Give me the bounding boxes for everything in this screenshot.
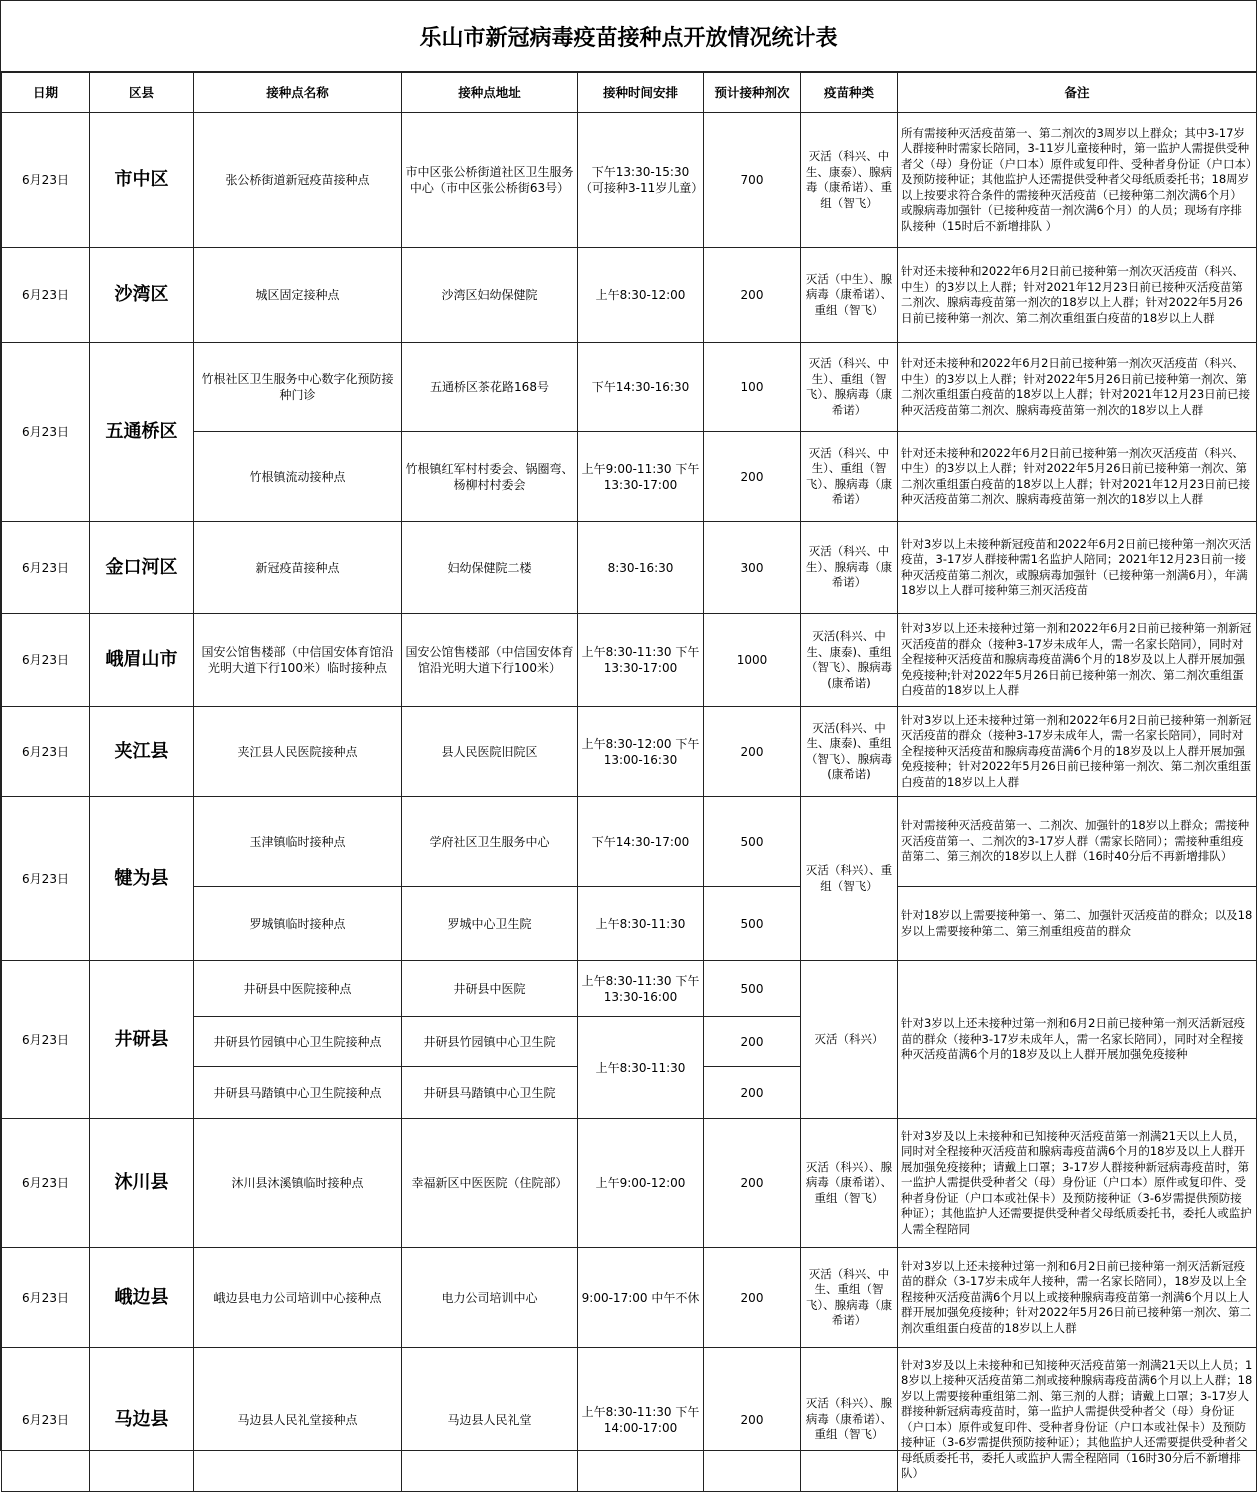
- county-cell: 井研县: [90, 961, 194, 1119]
- schedule-cell: 上午9:00-11:30 下午13:30-17:00: [578, 432, 704, 522]
- site-name-cell: 井研县中医院接种点: [194, 961, 402, 1017]
- schedule-cell: 上午8:30-12:00: [578, 248, 704, 343]
- remarks-cell: 针对还未接种和2022年6月2日前已接种第一剂次灭活疫苗（科兴、中生）的3岁以上人群；针对2021年12月23日前已接种灭活疫苗第二剂次、腺病毒疫苗第一剂次的18岁以上人群；针对2022年5月26日前已接种第一剂次、第二剂次重组蛋白疫苗的18岁以上人群: [898, 248, 1257, 343]
- county-cell: 市中区: [90, 113, 194, 248]
- site-address-cell: 竹根镇红军村村委会、锅圈弯、杨柳村村委会: [402, 432, 578, 522]
- vaccine-type-cell: 灭活（科兴、中生）、重组（智飞）、腺病毒（康希诺）: [801, 343, 898, 432]
- site-address-cell: 电力公司培训中心: [402, 1248, 578, 1348]
- remarks-cell: 针对3岁以上还未接种过第一剂和2022年6月2日前已接种第一剂新冠灭活疫苗的群众（接种3-17岁未成年人，需一名家长陪同），同时对全程接种灭活疫苗和腺病毒疫苗满6个月的18岁及以上人群开展加强免疫接种；针对2022年5月26日前已接种第一剂次、第二剂次重组蛋白疫苗的18岁以上人群: [898, 707, 1257, 797]
- schedule-cell: 上午9:00-12:00: [578, 1119, 704, 1248]
- vaccination-sites-table: [1, 72, 1257, 1492]
- date-cell: 6月23日: [2, 707, 90, 797]
- site-name-cell: 罗城镇临时接种点: [194, 887, 402, 961]
- header-remarks: 备注: [898, 73, 1257, 113]
- vaccine-type-cell: 灭活（科兴）: [801, 961, 898, 1119]
- remarks-cell: 针对需接种灭活疫苗第一、二剂次、加强针的18岁以上群众；需接种灭活疫苗第一、二剂次的3-17岁人群（需家长陪同）；需接种重组疫苗第二、第三剂次的18岁以上人群（16时40分后不再新增排队）: [898, 797, 1257, 887]
- planned-doses-cell: 200: [704, 1119, 801, 1248]
- planned-doses-cell: 1000: [704, 614, 801, 707]
- date-cell: 6月23日: [2, 522, 90, 614]
- date-cell: 6月23日: [2, 248, 90, 343]
- planned-doses-cell: 700: [704, 113, 801, 248]
- site-address-cell: 学府社区卫生服务中心: [402, 797, 578, 887]
- vaccine-type-cell: 灭活（科兴）、腺病毒（康希诺）、重组（智飞）: [801, 1119, 898, 1248]
- date-cell: 6月23日: [2, 614, 90, 707]
- date-cell: 6月23日: [2, 961, 90, 1119]
- remarks-cell: 针对还未接种和2022年6月2日前已接种第一剂次灭活疫苗（科兴、中生）的3岁以上人群；针对2022年5月26日前已接种第一剂次、第二剂次重组蛋白疫苗的18岁以上人群；针对2021年12月23日前已接种灭活疫苗第二剂次、腺病毒疫苗第一剂次的18岁以上人群: [898, 432, 1257, 522]
- schedule-cell: 下午13:30-15:30（可接种3-11岁儿童）: [578, 113, 704, 248]
- vaccine-type-cell: 灭活（科兴、中生、康泰）、腺病毒（康希诺）、重组（智飞）: [801, 113, 898, 248]
- planned-doses-cell: 200: [704, 1348, 801, 1492]
- county-cell: 沐川县: [90, 1119, 194, 1248]
- planned-doses-cell: 500: [704, 797, 801, 887]
- planned-doses-cell: 200: [704, 1067, 801, 1119]
- table-row: [2, 614, 1257, 707]
- table-row: [2, 797, 1257, 887]
- site-address-cell: 幸福新区中医医院（住院部）: [402, 1119, 578, 1248]
- planned-doses-cell: 200: [704, 432, 801, 522]
- site-name-cell: 新冠疫苗接种点: [194, 522, 402, 614]
- site-address-cell: 沙湾区妇幼保健院: [402, 248, 578, 343]
- county-cell: 马边县: [90, 1348, 194, 1492]
- date-cell: 6月23日: [2, 1248, 90, 1348]
- remarks-cell: 针对3岁以上还未接种过第一剂和2022年6月2日前已接种第一剂新冠灭活疫苗的群众（接种3-17岁未成年人，需一名家长陪同），同时对全程接种灭活疫苗和腺病毒疫苗满6个月的18岁及以上人群开展加强免疫接种;针对2022年5月26日前已接种第一剂次、第二剂次重组蛋白疫苗的18岁以上人群: [898, 614, 1257, 707]
- site-address-cell: 井研县中医院: [402, 961, 578, 1017]
- schedule-cell: 下午14:30-17:00: [578, 797, 704, 887]
- site-address-cell: 五通桥区茶花路168号: [402, 343, 578, 432]
- header-county: 区县: [90, 73, 194, 113]
- county-cell: 峨边县: [90, 1248, 194, 1348]
- schedule-cell: 8:30-16:30: [578, 522, 704, 614]
- planned-doses-cell: 300: [704, 522, 801, 614]
- planned-doses-cell: 200: [704, 1017, 801, 1067]
- schedule-cell: 上午8:30-11:30: [578, 887, 704, 961]
- vaccine-type-cell: 灭活（科兴、中生）、重组（智飞）、腺病毒（康希诺）: [801, 432, 898, 522]
- remarks-cell: 针对3岁及以上未接种和已知接种灭活疫苗第一剂满21天以上人员；18岁以上接种灭活疫苗第二剂或接种腺病毒疫苗满6个月以上人群；18岁以上需要接种重组第二剂、第三剂的人群；请戴上口罩；3-17岁人群接种新冠病毒疫苗时，第一监护人需提供受种者父（母）身份证（户口本）原件或复印件、受种者身份证（户口本或社保卡）及预防接种证（3-6岁需提供预防接种证）；其他监护人还需要提供受种者父母纸质委托书，委托人或监护人需全程陪同（16时30分后不新增排队）: [898, 1348, 1257, 1492]
- site-address-cell: 国安公馆售楼部（中信国安体育馆沿光明大道下行100米）: [402, 614, 578, 707]
- table-row: [2, 961, 1257, 1017]
- planned-doses-cell: 200: [704, 707, 801, 797]
- site-name-cell: 张公桥街道新冠疫苗接种点: [194, 113, 402, 248]
- table-row: [2, 707, 1257, 797]
- schedule-cell: 上午8:30-12:00 下午13:00-16:30: [578, 707, 704, 797]
- schedule-cell: 上午8:30-11:30: [578, 1017, 704, 1119]
- schedule-cell: 下午14:30-16:30: [578, 343, 704, 432]
- date-cell: 6月23日: [2, 1348, 90, 1492]
- remarks-cell: 针对还未接种和2022年6月2日前已接种第一剂次灭活疫苗（科兴、中生）的3岁以上人群；针对2022年5月26日前已接种第一剂次、第二剂次重组蛋白疫苗的18岁以上人群；针对2021年12月23日前已接种灭活疫苗第二剂次、腺病毒疫苗第一剂次的18岁以上人群: [898, 343, 1257, 432]
- remarks-cell: 针对3岁以上还未接种过第一剂和6月2日前已接种第一剂灭活新冠疫苗的群众（接种3-17岁未成年人，需一名家长陪同），同时对全程接种灭活疫苗满6个月的18岁及以上人群开展加强免疫接种: [898, 961, 1257, 1119]
- county-cell: 五通桥区: [90, 343, 194, 522]
- site-name-cell: 井研县竹园镇中心卫生院接种点: [194, 1017, 402, 1067]
- vaccine-type-cell: 灭活（科兴）、腺病毒（康希诺）、重组（智飞）: [801, 1348, 898, 1492]
- vaccine-type-cell: 灭活（科兴、中生、重组（智飞）、腺病毒（康希诺）: [801, 1248, 898, 1348]
- site-address-cell: 井研县马踏镇中心卫生院: [402, 1067, 578, 1119]
- table-row: [2, 343, 1257, 432]
- county-cell: 峨眉山市: [90, 614, 194, 707]
- site-name-cell: 井研县马踏镇中心卫生院接种点: [194, 1067, 402, 1119]
- schedule-cell: 上午8:30-11:30 下午14:00-17:00: [578, 1348, 704, 1492]
- site-address-cell: 井研县竹园镇中心卫生院: [402, 1017, 578, 1067]
- site-name-cell: 城区固定接种点: [194, 248, 402, 343]
- table-row: [2, 1348, 1257, 1492]
- planned-doses-cell: 500: [704, 887, 801, 961]
- date-cell: 6月23日: [2, 797, 90, 961]
- table-row: [2, 113, 1257, 248]
- county-cell: 夹江县: [90, 707, 194, 797]
- site-name-cell: 峨边县电力公司培训中心接种点: [194, 1248, 402, 1348]
- header-site-address: 接种点地址: [402, 73, 578, 113]
- vaccine-type-cell: 灭活（中生）、腺病毒（康希诺）、重组（智飞）: [801, 248, 898, 343]
- table-row: [2, 248, 1257, 343]
- planned-doses-cell: 100: [704, 343, 801, 432]
- date-cell: 6月23日: [2, 113, 90, 248]
- site-name-cell: 玉津镇临时接种点: [194, 797, 402, 887]
- vaccine-type-cell: 灭活（科兴）、重组（智飞）: [801, 797, 898, 961]
- site-name-cell: 竹根镇流动接种点: [194, 432, 402, 522]
- header-row: [2, 73, 1257, 113]
- table-row: [2, 1248, 1257, 1348]
- planned-doses-cell: 200: [704, 1248, 801, 1348]
- site-address-cell: 妇幼保健院二楼: [402, 522, 578, 614]
- header-schedule: 接种时间安排: [578, 73, 704, 113]
- vaccine-type-cell: 灭活（科兴、中生）、腺病毒（康希诺）: [801, 522, 898, 614]
- sheet-title: 乐山市新冠病毒疫苗接种点开放情况统计表: [1, 1, 1256, 72]
- county-cell: 犍为县: [90, 797, 194, 961]
- header-date: 日期: [2, 73, 90, 113]
- header-site-name: 接种点名称: [194, 73, 402, 113]
- site-name-cell: 国安公馆售楼部（中信国安体育馆沿光明大道下行100米）临时接种点: [194, 614, 402, 707]
- table-row: [2, 1119, 1257, 1248]
- date-cell: 6月23日: [2, 1119, 90, 1248]
- county-cell: 沙湾区: [90, 248, 194, 343]
- table-row: [2, 522, 1257, 614]
- remarks-cell: 所有需接种灭活疫苗第一、第二剂次的3周岁以上群众；其中3-17岁人群接种时需家长陪同，3-11岁儿童接种时，第一监护人需提供受种者父（母）身份证（户口本）原件或复印件、受种者身份证（户口本）及预防接种证；其他监护人还需提供受种者父母纸质委托书；18周岁以上按要求符合条件的需接种灭活疫苗（已接种第二剂次满6个月）或腺病毒加强针（已接种疫苗一剂次满6个月）的人员；现场有序排队接种（15时后不新增排队 ）: [898, 113, 1257, 248]
- vaccine-type-cell: 灭活(科兴、中生、康泰)、重组（智飞）、腺病毒(康希诺): [801, 614, 898, 707]
- site-address-cell: 县人民医院旧院区: [402, 707, 578, 797]
- remarks-cell: 针对18岁以上需要接种第一、第二、加强针灭活疫苗的群众；以及18岁以上需要接种第二、第三剂重组疫苗的群众: [898, 887, 1257, 961]
- site-name-cell: 夹江县人民医院接种点: [194, 707, 402, 797]
- date-cell: 6月23日: [2, 343, 90, 522]
- remarks-cell: 针对3岁及以上未接种和已知接种灭活疫苗第一剂满21天以上人员，同时对全程接种灭活疫苗和腺病毒疫苗满6个月的18岁及以上人群开展加强免疫接种；请戴上口罩；3-17岁人群接种新冠病毒疫苗时，第一监护人需提供受种者父（母）身份证（户口本）原件或复印件、受种者身份证（户口本或社保卡）及预防接种证（3-6岁需提供预防接种证）；其他监护人还需要提供受种者父母纸质委托书，委托人或监护人需全程陪同: [898, 1119, 1257, 1248]
- site-address-cell: 市中区张公桥街道社区卫生服务中心（市中区张公桥街63号）: [402, 113, 578, 248]
- site-name-cell: 沐川县沐溪镇临时接种点: [194, 1119, 402, 1248]
- schedule-cell: 9:00-17:00 中午不休: [578, 1248, 704, 1348]
- schedule-cell: 上午8:30-11:30 下午13:30-16:00: [578, 961, 704, 1017]
- vaccine-type-cell: 灭活(科兴、中生、康泰)、重组（智飞）、腺病毒(康希诺): [801, 707, 898, 797]
- planned-doses-cell: 200: [704, 248, 801, 343]
- site-address-cell: 罗城中心卫生院: [402, 887, 578, 961]
- schedule-cell: 上午8:30-11:30 下午13:30-17:00: [578, 614, 704, 707]
- header-vaccine-type: 疫苗种类: [801, 73, 898, 113]
- county-cell: 金口河区: [90, 522, 194, 614]
- site-address-cell: 马边县人民礼堂: [402, 1348, 578, 1492]
- header-planned-doses: 预计接种剂次: [704, 73, 801, 113]
- remarks-cell: 针对3岁以上未接种新冠疫苗和2022年6月2日前已接种第一剂次灭活疫苗，3-17岁人群接种需1名监护人陪同；2021年12月23日前一接种灭活疫苗第二剂次，或腺病毒加强针（已接种第一剂满6月），年满18岁以上人群可接种第三剂灭活疫苗: [898, 522, 1257, 614]
- planned-doses-cell: 500: [704, 961, 801, 1017]
- site-name-cell: 马边县人民礼堂接种点: [194, 1348, 402, 1492]
- remarks-cell: 针对3岁以上还未接种过第一剂和6月2日前已接种第一剂灭活新冠疫苗的群众（3-17岁未成年人接种，需一名家长陪同），18岁及以上全程接种灭活疫苗满6个月以上或接种腺病毒疫苗第一剂满6个月以上人群开展加强免疫接种；针对2022年5月26日前已接种第一剂次、第二剂次重组蛋白疫苗的18岁以上人群: [898, 1248, 1257, 1348]
- site-name-cell: 竹根社区卫生服务中心数字化预防接种门诊: [194, 343, 402, 432]
